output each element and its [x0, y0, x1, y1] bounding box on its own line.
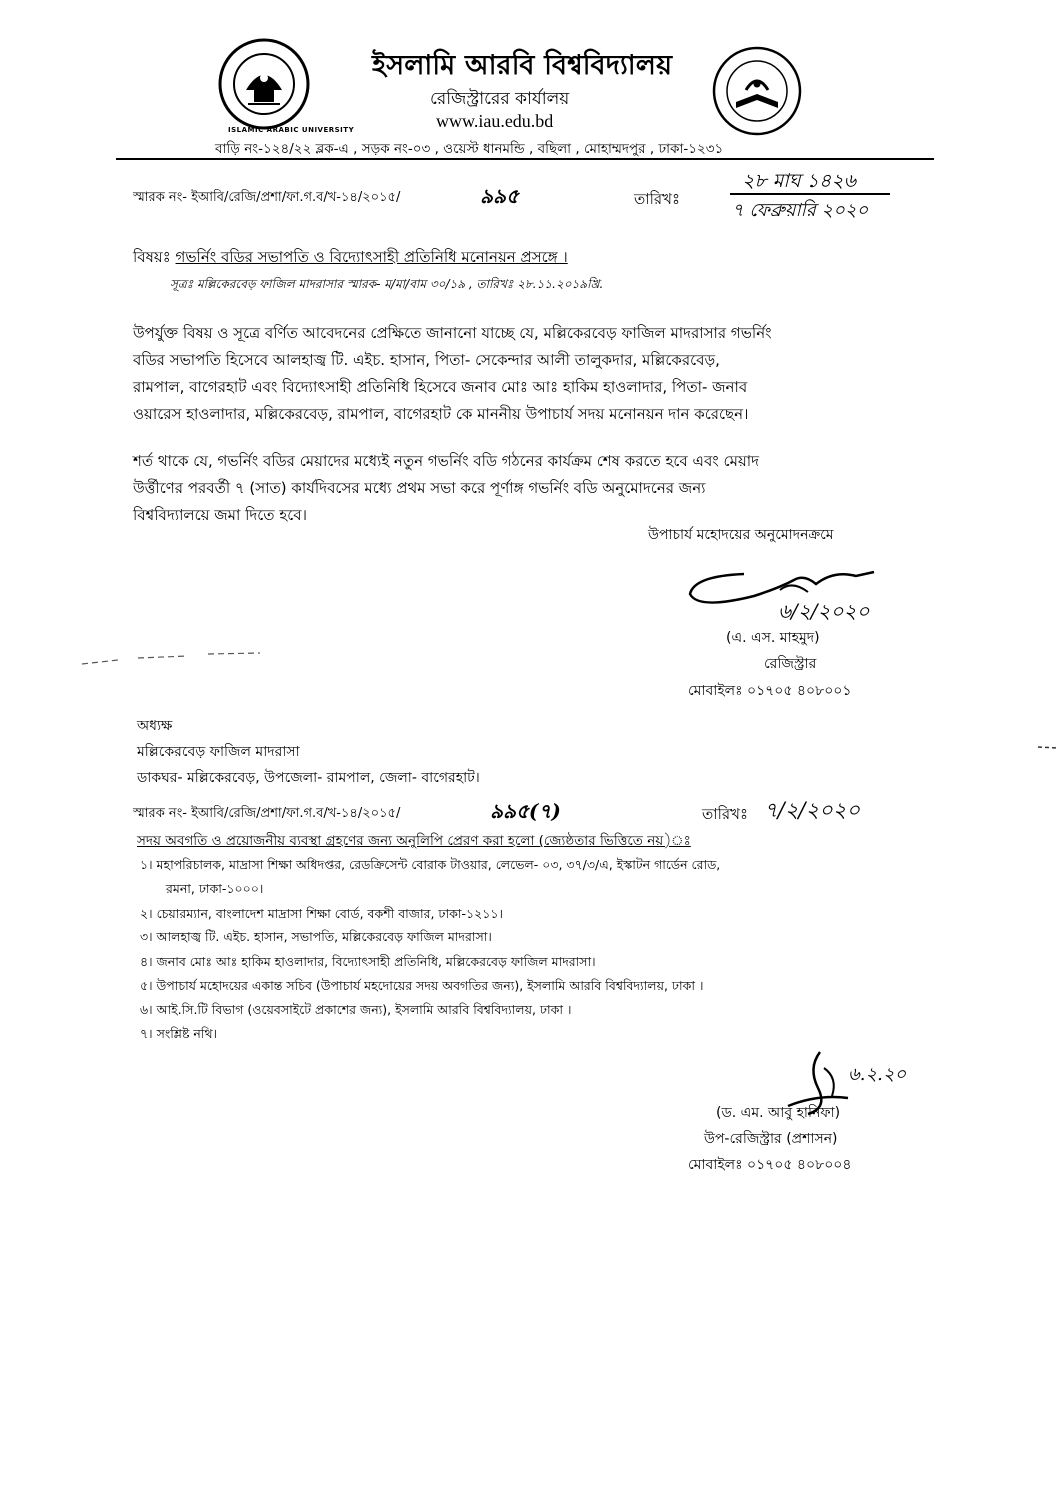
cc-item: ৪। জনাব মোঃ আঃ হাকিম হাওলাদার, বিদ্যোৎসাহী প্রতিনিধি, মল্লিকেরবেড় ফাজিল মাদরাসা। [140, 954, 596, 969]
p2-line-2: উর্ত্তীণের পরবর্তী ৭ (সাত) কার্যদিবসের মধ্যে প্রথম সভা করে পূর্ণাঙ্গ গভর্নিং বডি অনুমোদনের জন্য [133, 479, 706, 497]
cc-heading: সদয় অবগতি ও প্রয়োজনীয় ব্যবস্থা গ্রহণের জন্য অনুলিপি প্রেরণ করা হলো (জ্যেষ্ঠতার ভিত্তিতে নয়)ঃ [137, 833, 691, 849]
recipient-line-3: ডাকঘর- মল্লিকেরবেড়, উপজেলা- রামপাল, জেলা- বাগেরহাট। [137, 770, 480, 786]
subject-text: গভর্নিং বডির সভাপতি ও বিদ্যোৎসাহী প্রতিনিধি মনোনয়ন প্রসঙ্গে । [175, 248, 568, 266]
website: www.iau.edu.bd [436, 111, 554, 131]
subject-line [133, 246, 568, 271]
cc-item: ৩। আলহাজ্ব টি. এইচ. হাসান, সভাপতি, মল্লিকেরবেড় ফাজিল মাদরাসা। [140, 929, 492, 944]
university-name: ইসলামি আরবি বিশ্ববিদ্যালয় [372, 50, 673, 81]
memo-date-label: তারিখঃ [634, 190, 680, 208]
deputy-registrar-name: (ড. এম. আবু হানিফা) [716, 1105, 841, 1121]
p2-line-1: শর্ত থাকে যে, গভর্নিং বডির মেয়াদের মধ্যেই নতুন গভর্নিং বডি গঠনের কার্যক্রম শেষ করতে হবে এবং মেয়াদ [133, 452, 760, 470]
university-seal-left-icon [218, 38, 310, 130]
registrar-sign-date: ৬/২/২০২০ [778, 599, 870, 623]
deputy-registrar-sign-date: ৬.২.২০ [848, 1064, 907, 1085]
registrar-title: রেজিস্ট্রার [764, 656, 817, 672]
reference-line: সূত্রঃ মল্লিকেরবেড় ফাজিল মাদরাসার স্মারক- ম/মা/বাম ৩০/১৯ , তারিখঃ ২৮.১১.২০১৯খ্রি. [170, 277, 604, 291]
p1-line-3: রামপাল, বাগেরহাট এবং বিদ্যোৎসাহী প্রতিনিধি হিসেবে জনাব মোঃ আঃ হাকিম হাওলাদার, পিতা- জনাব [133, 378, 748, 396]
recipient-line-2: মল্লিকেরবেড় ফাজিল মাদরাসা [137, 744, 300, 760]
office-name: রেজিস্ট্রারের কার্যালয় [430, 89, 570, 109]
registrar-name: (এ. এস. মাহমুদ) [726, 630, 820, 646]
memo2-number-label: স্মারক নং- ইআবি/রেজি/প্রশা/ফা.গ.ব/খ-১৪/২০১৫/ [133, 806, 401, 821]
p1-line-2: বডির সভাপতি হিসেবে আলহাজ্ব টি. এইচ. হাসান, পিতা- সেকেন্দার আলী তালুকদার, মল্লিকেরবেড়, [133, 351, 720, 369]
address: বাড়ি নং-১২৪/২২ ব্লক-এ , সড়ক নং-০৩ , ওয়েস্ট ধানমন্ডি , বছিলা , মোহাম্মদপুর , ঢাকা-১২৩১ [215, 141, 724, 157]
p1-line-1: উপর্যুক্ত বিষয় ও সূত্রে বর্ণিত আবেদনের প্রেক্ষিতে জানানো যাচ্ছে যে, মল্লিকেরবেড় ফাজিল মাদরাসার গভর্নিং [133, 324, 772, 342]
cc-item: ২। চেয়ারম্যান, বাংলাদেশ মাদ্রাসা শিক্ষা বোর্ড, বকশী বাজার, ঢাকা-১২১১। [140, 906, 503, 921]
memo2-date-handwritten: ৭/২/২০২০ [764, 798, 861, 822]
p2-line-3: বিশ্ববিদ্যালয়ে জমা দিতে হবে। [133, 506, 307, 524]
memo-number-handwritten: ৯৯৫ [480, 184, 519, 208]
registrar-mobile: মোবাইলঃ ০১৭০৫ ৪০৮০০১ [688, 683, 852, 699]
seal-left-caption: ISLAMIC ARABIC UNIVERSITY [228, 126, 355, 134]
p1-line-4: ওয়ারেস হাওলাদার, মল্লিকেরবেড়, রামপাল, বাগেরহাট কে মাননীয় উপাচার্য সদয় মনোনয়ন দান করেছেন। [133, 405, 749, 423]
header-divider [116, 158, 934, 160]
scan-mark-right [1036, 742, 1060, 752]
approval-note: উপাচার্য মহোদয়ের অনুমোদনক্রমে [648, 527, 834, 543]
cc-item: ৬। আই.সি.টি বিভাগ (ওয়েবসাইটে প্রকাশের জন্য), ইসলামি আরবি বিশ্ববিদ্যালয়, ঢাকা । [140, 1002, 572, 1017]
memo-number-label: স্মারক নং- ইআবি/রেজি/প্রশা/ফা.গ.ব/খ-১৪/২০১৫/ [133, 190, 401, 205]
memo-date-divider [730, 193, 890, 195]
memo-date-english: ৭ ফেব্রুয়ারি ২০২০ [732, 200, 869, 221]
cc-item: ৭। সংশ্লিষ্ট নথি। [140, 1026, 218, 1041]
cc-item: রমনা, ঢাকা-১০০০। [166, 881, 264, 896]
deputy-registrar-title: উপ-রেজিস্ট্রার (প্রশাসন) [704, 1131, 838, 1147]
recipient-line-1: অধ্যক্ষ [137, 718, 173, 734]
cc-item: ৫। উপাচার্য মহোদয়ের একান্ত সচিব (উপাচার্য মহদোয়ের সদয় অবগতির জন্য), ইসলামি আরবি বিশ্ববিদ্যালয়, ঢাকা । [140, 978, 704, 993]
scan-mark-left [78, 648, 268, 668]
subject-label: বিষয়ঃ [133, 248, 171, 266]
memo-date-bangla: ২৮ মাঘ ১৪২৬ [742, 170, 856, 192]
memo2-number-handwritten: ৯৯৫(৭) [490, 799, 561, 823]
university-seal-right-icon [712, 46, 802, 136]
deputy-registrar-mobile: মোবাইলঃ ০১৭০৫ ৪০৮০০৪ [688, 1157, 852, 1173]
cc-item: ১। মহাপরিচালক, মাদ্রাসা শিক্ষা অধিদপ্তর, রেডক্রিসেন্ট বোরাক টাওয়ার, লেভেল- ০৩, ৩৭/৩/এ, ইস্কাটন গার্ডেন রোড, [140, 857, 721, 872]
memo2-date-label: তারিখঃ [702, 805, 748, 823]
